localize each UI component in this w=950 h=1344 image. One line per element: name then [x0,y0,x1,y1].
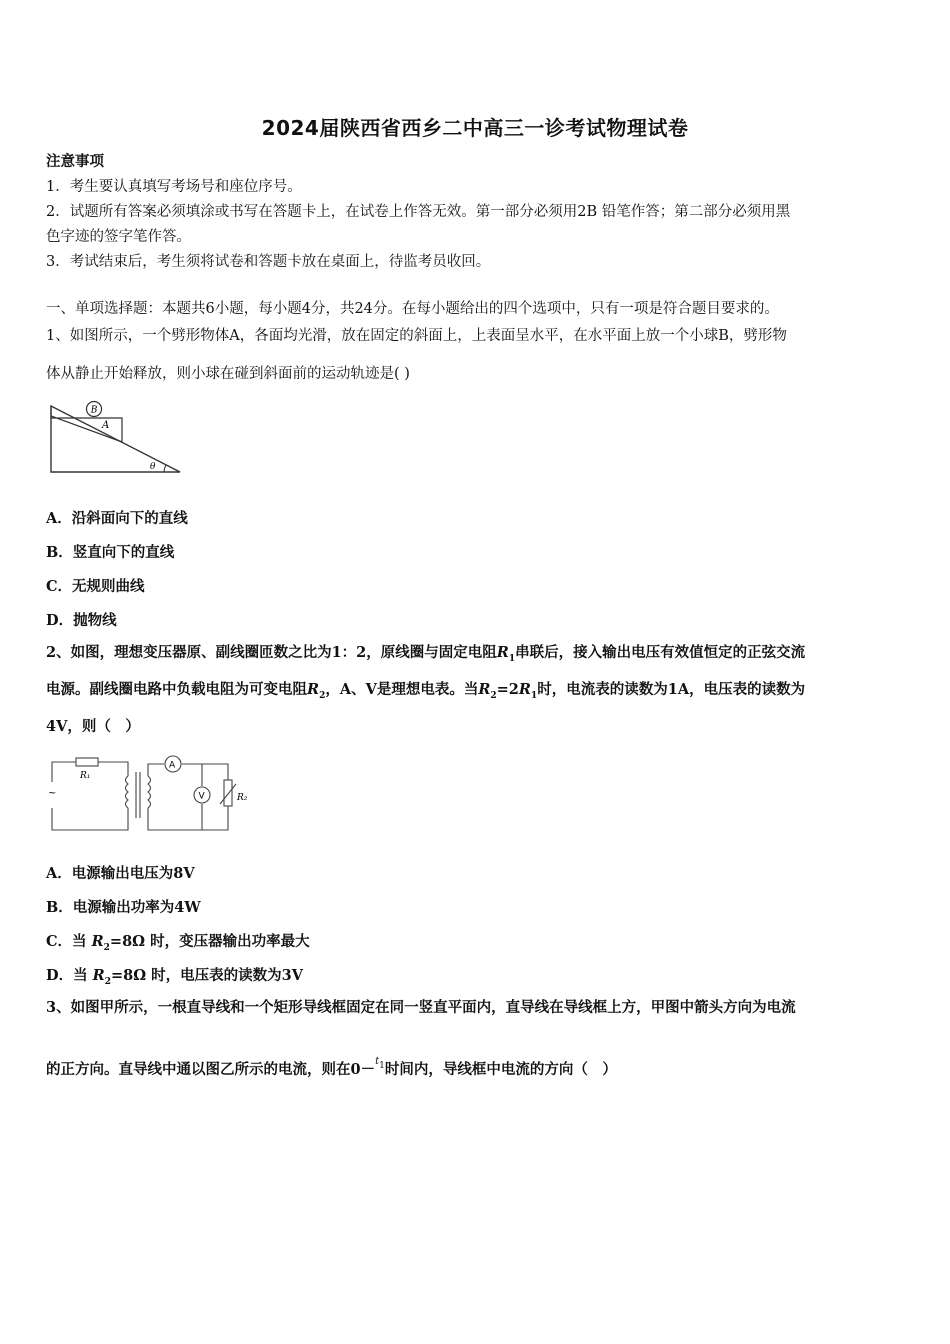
q2-option-b[interactable]: B．电源输出功率为4W [46,899,201,916]
wedge-a-label: A [102,420,110,431]
ball-b-label: B [90,405,98,416]
q1-stem-line2: 体从静止开始释放，则小球在碰到斜面前的运动轨迹是( ) [46,366,410,382]
q1-figure-incline [46,398,186,478]
r2-label: R₂ [237,793,248,803]
notice-item-2: 2．试题所有答案必须填涂或书写在答题卡上，在试卷上作答无效。第一部分必须用2B 铅笔作答；第二部分必须用黑 [46,204,791,220]
q1-option-d[interactable]: D．抛物线 [46,612,117,629]
q2-option-c[interactable]: C．当 $R_2=8\Omega$ 时，变压器输出功率最大 [46,933,310,953]
q1-option-b[interactable]: B．竖直向下的直线 [46,544,175,561]
q3-stem-line1: 3、如图甲所示，一根直导线和一个矩形导线框固定在同一竖直平面内，直导线在导线框上方，甲图中箭头方向为电流 [46,999,796,1016]
q2-stem-line3: 4V，则（ ） [46,718,140,735]
resistor-r2 [224,780,232,806]
q1-option-c[interactable]: C．无规则曲线 [46,578,145,595]
q1-option-a[interactable]: A．沿斜面向下的直线 [46,510,188,527]
page-title: 2024届陕西省西乡二中高三一诊考试物理试卷 [261,116,689,140]
ac-source-symbol: ~ [48,788,57,799]
notice-item-3: 3．考试结束后，考生须将试卷和答题卡放在桌面上，待监考员收回。 [46,254,491,270]
q2-figure-circuit [44,752,254,836]
r1-label: R₁ [80,771,91,781]
notice-item-2-cont: 色字迹的签字笔作答。 [46,229,191,245]
notice-item-1: 1．考生要认真填写考场号和座位序号。 [46,179,302,195]
q1-stem-line1: 1、如图所示，一个劈形物体A，各面均光滑，放在固定的斜面上，上表面呈水平，在水平面上放一个小球B，劈形物 [46,328,787,344]
q2-stem-line1: 2、如图，理想变压器原、副线圈匝数之比为1：2，原线圈与固定电阻$R_1$串联后，接入输出电压有效值恒定的正弦交流 [46,644,806,664]
ammeter-label: A [169,760,176,771]
q2-stem-line2: 电源。副线圈电路中负载电阻为可变电阻$R_2$，A、V是理想电表。当$R_2=2R_1$时，电流表的读数为1A，电压表的读数为 [46,681,806,701]
angle-theta-label: θ [150,462,156,472]
notice-heading: 注意事项 [46,153,104,170]
q2-option-a[interactable]: A．电源输出电压为8V [46,865,195,882]
section1-heading: 一、单项选择题：本题共6小题，每小题4分，共24分。在每小题给出的四个选项中，只有一项是符合题目要求的。 [46,301,779,317]
voltmeter-label: V [198,791,205,802]
resistor-r1 [76,758,98,766]
q2-option-d[interactable]: D．当 $R_2=8\Omega$ 时，电压表的读数为3V [46,967,303,987]
q3-stem-line2: 的正方向。直导线中通以图乙所示的电流，则在0－$^t_1$时间内，导线框中电流的方向（ ） [46,1056,617,1078]
